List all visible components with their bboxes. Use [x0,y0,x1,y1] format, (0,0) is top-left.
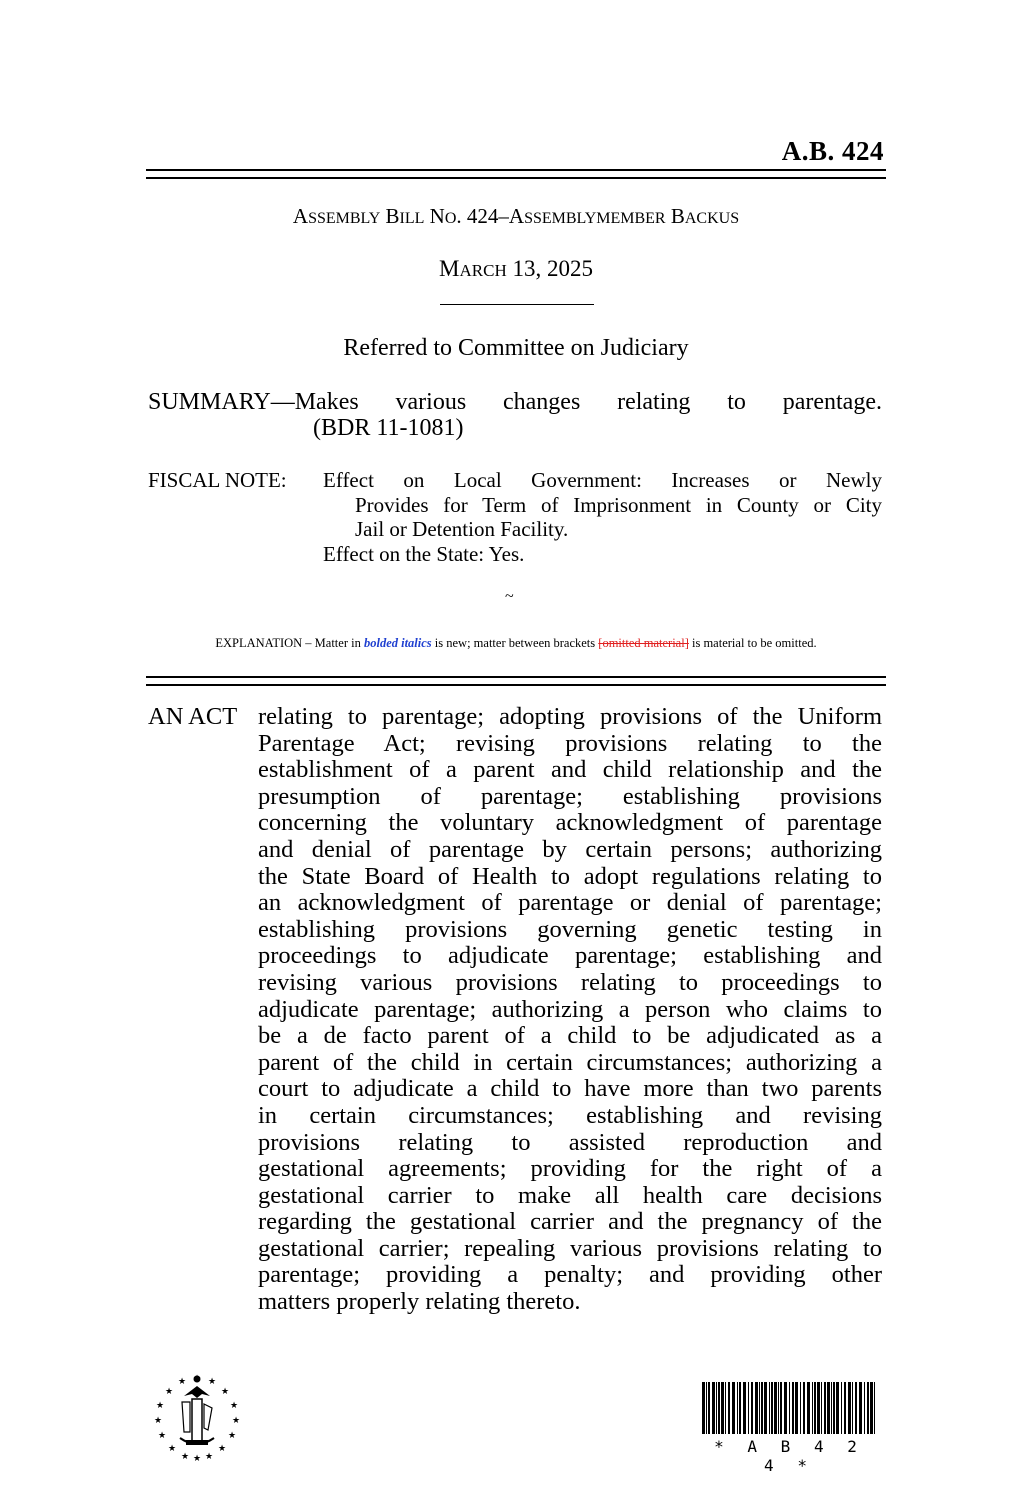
date-underline [440,304,594,305]
svg-text:★: ★ [204,1452,214,1462]
barcode-bar [721,1382,724,1434]
act-text-line: presumption of parentage; establishing provisions [258,782,882,810]
barcode-bar [817,1382,820,1434]
barcode-bar [759,1382,760,1434]
svg-text:★: ★ [207,1377,217,1387]
barcode-bar [855,1382,857,1434]
barcode-bar [821,1382,822,1434]
barcode-bar [706,1382,707,1434]
act-text-line: revising various provisions relating to proceedings to [258,968,882,996]
act-text-line: matters properly relating thereto. [258,1288,581,1316]
svg-text:★: ★ [229,1401,239,1411]
barcode-bar [789,1382,790,1434]
barcode-bar [844,1382,846,1434]
act-text-line: adjudicate parentage; authorizing a person who claims to [258,995,882,1023]
barcode-bar [792,1382,794,1434]
act-text-line: be a de facto parent of a child to be adjudicated as a [258,1022,882,1050]
barcode-bar [761,1382,763,1434]
barcode-text: * A B 4 2 4 * [714,1437,864,1475]
fiscal-note-line: Provides for Term of Imprisonment in County or City [355,492,882,517]
barcode-bar [751,1382,753,1434]
act-text-line: gestational carrier to make all health care decisions [258,1181,882,1209]
fiscal-note-line: Effect on the State: Yes. [323,541,525,566]
act-text-line: parent of the child in certain circumstances; authorizing a [258,1048,882,1076]
summary-block [148,389,882,441]
act-text-line: court to adjudicate a child to have more than two parents [258,1075,882,1103]
barcode-bar [814,1382,816,1434]
svg-text:★: ★ [167,1444,177,1454]
barcode-bar [708,1382,710,1434]
barcode-bar [867,1382,869,1434]
barcode-bar [769,1382,770,1434]
barcode-bar [778,1382,779,1434]
barcode-bar [852,1382,853,1434]
barcode-bar [824,1382,826,1434]
barcode-bar [870,1382,873,1434]
barcode-bar [848,1382,851,1434]
svg-text:★: ★ [217,1444,227,1454]
svg-text:★: ★ [157,1431,167,1441]
act-text-line: concerning the voluntary acknowledgment of parentage [258,809,882,837]
barcode-bar [780,1382,782,1434]
barcode-bar [732,1382,735,1434]
act-text-line: and denial of parentage by certain persons; authorizing [258,835,882,863]
act-text-line: an acknowledgment of parentage or denial of parentage; [258,889,882,917]
barcode-bar [712,1382,715,1434]
barcode-bar [807,1382,810,1434]
barcode-bar [859,1382,862,1434]
barcode-bar [795,1382,798,1434]
barcode-bar [827,1382,830,1434]
fiscal-note [148,468,882,568]
act-title [148,704,882,1324]
barcode-bar [833,1382,835,1434]
barcode-bar [764,1382,767,1434]
barcode-bar [803,1382,805,1434]
explanation-note: EXPLANATION – Matter in bolded italics is new; matter between brackets [omitted material] is material to be omitted. [215,636,817,650]
barcode-bar [800,1382,801,1434]
barcode-bar [774,1382,777,1434]
bill-number: A.B. 424 [781,136,884,166]
fiscal-note-label: FISCAL NOTE: [148,468,287,492]
nevada-legislature-seal-icon [152,1372,242,1462]
barcode-bar [716,1382,717,1434]
introduction-date: MARCH 13, 2025 [439,256,593,281]
svg-text:★: ★ [177,1377,187,1387]
act-text-line: the State Board of Health to adopt regulations relating to [258,862,882,890]
svg-text:★: ★ [227,1431,237,1441]
barcode-bar [737,1382,738,1434]
act-text-line: parentage; providing a penalty; and providing other [258,1261,882,1289]
svg-text:★: ★ [192,1454,202,1462]
barcode-bar [864,1382,865,1434]
barcode-bar [743,1382,746,1434]
barcode-bar [771,1382,773,1434]
barcode-bar [725,1382,726,1434]
svg-text:★: ★ [153,1416,163,1426]
act-text-line: provisions relating to assisted reproduction and [258,1128,882,1156]
barcode-bar [841,1382,842,1434]
fiscal-note-line: Jail or Detention Facility. [355,517,569,541]
barcode-bar [739,1382,741,1434]
barcode-bar [836,1382,839,1434]
act-text-line: establishment of a parent and child relationship and the [258,756,882,784]
act-text-line: proceedings to adjudicate parentage; establishing and [258,942,882,970]
svg-text:★: ★ [231,1416,241,1426]
barcode-bar [874,1382,875,1434]
barcode-bar [812,1382,813,1434]
act-text-line: establishing provisions governing genetic testing in [258,915,882,943]
barcode-bar [748,1382,749,1434]
header-double-rule [146,169,886,179]
fiscal-note-line: Effect on Local Government: Increases or Newly [323,468,882,492]
barcode-bar [831,1382,832,1434]
act-label: AN ACT [148,703,238,730]
svg-text:★: ★ [155,1401,165,1411]
barcode-bar [755,1382,758,1434]
barcode-bar [728,1382,730,1434]
barcode-bar [702,1382,705,1434]
committee-referral: Referred to Committee on Judiciary [343,335,689,361]
summary-bdr: (BDR 11-1081) [313,415,464,441]
svg-text:★: ★ [180,1452,190,1462]
act-text-line: Parentage Act; revising provisions relating to the [258,729,882,757]
svg-text:★: ★ [192,1374,202,1384]
svg-text:★: ★ [220,1387,230,1397]
section-tilde: ~ [505,588,514,605]
barcode-bar [718,1382,720,1434]
barcode-bar [784,1382,787,1434]
act-text-line: relating to parentage; adopting provisions of the Uniform [258,703,882,730]
act-text-line: in certain circumstances; establishing and revising [258,1101,882,1129]
svg-text:★: ★ [164,1387,174,1397]
act-text-line: regarding the gestational carrier and the pregnancy of the [258,1208,882,1236]
body-double-rule [146,676,886,686]
act-text-line: gestational carrier; repealing various provisions relating to [258,1234,882,1262]
act-text-line: gestational agreements; providing for the right of a [258,1155,882,1183]
bill-title-line: ASSEMBLY BILL NO. 424–ASSEMBLYMEMBER BACKUS [292,204,740,228]
summary-line-1: SUMMARY—Makes various changes relating to parentage. [148,389,882,415]
